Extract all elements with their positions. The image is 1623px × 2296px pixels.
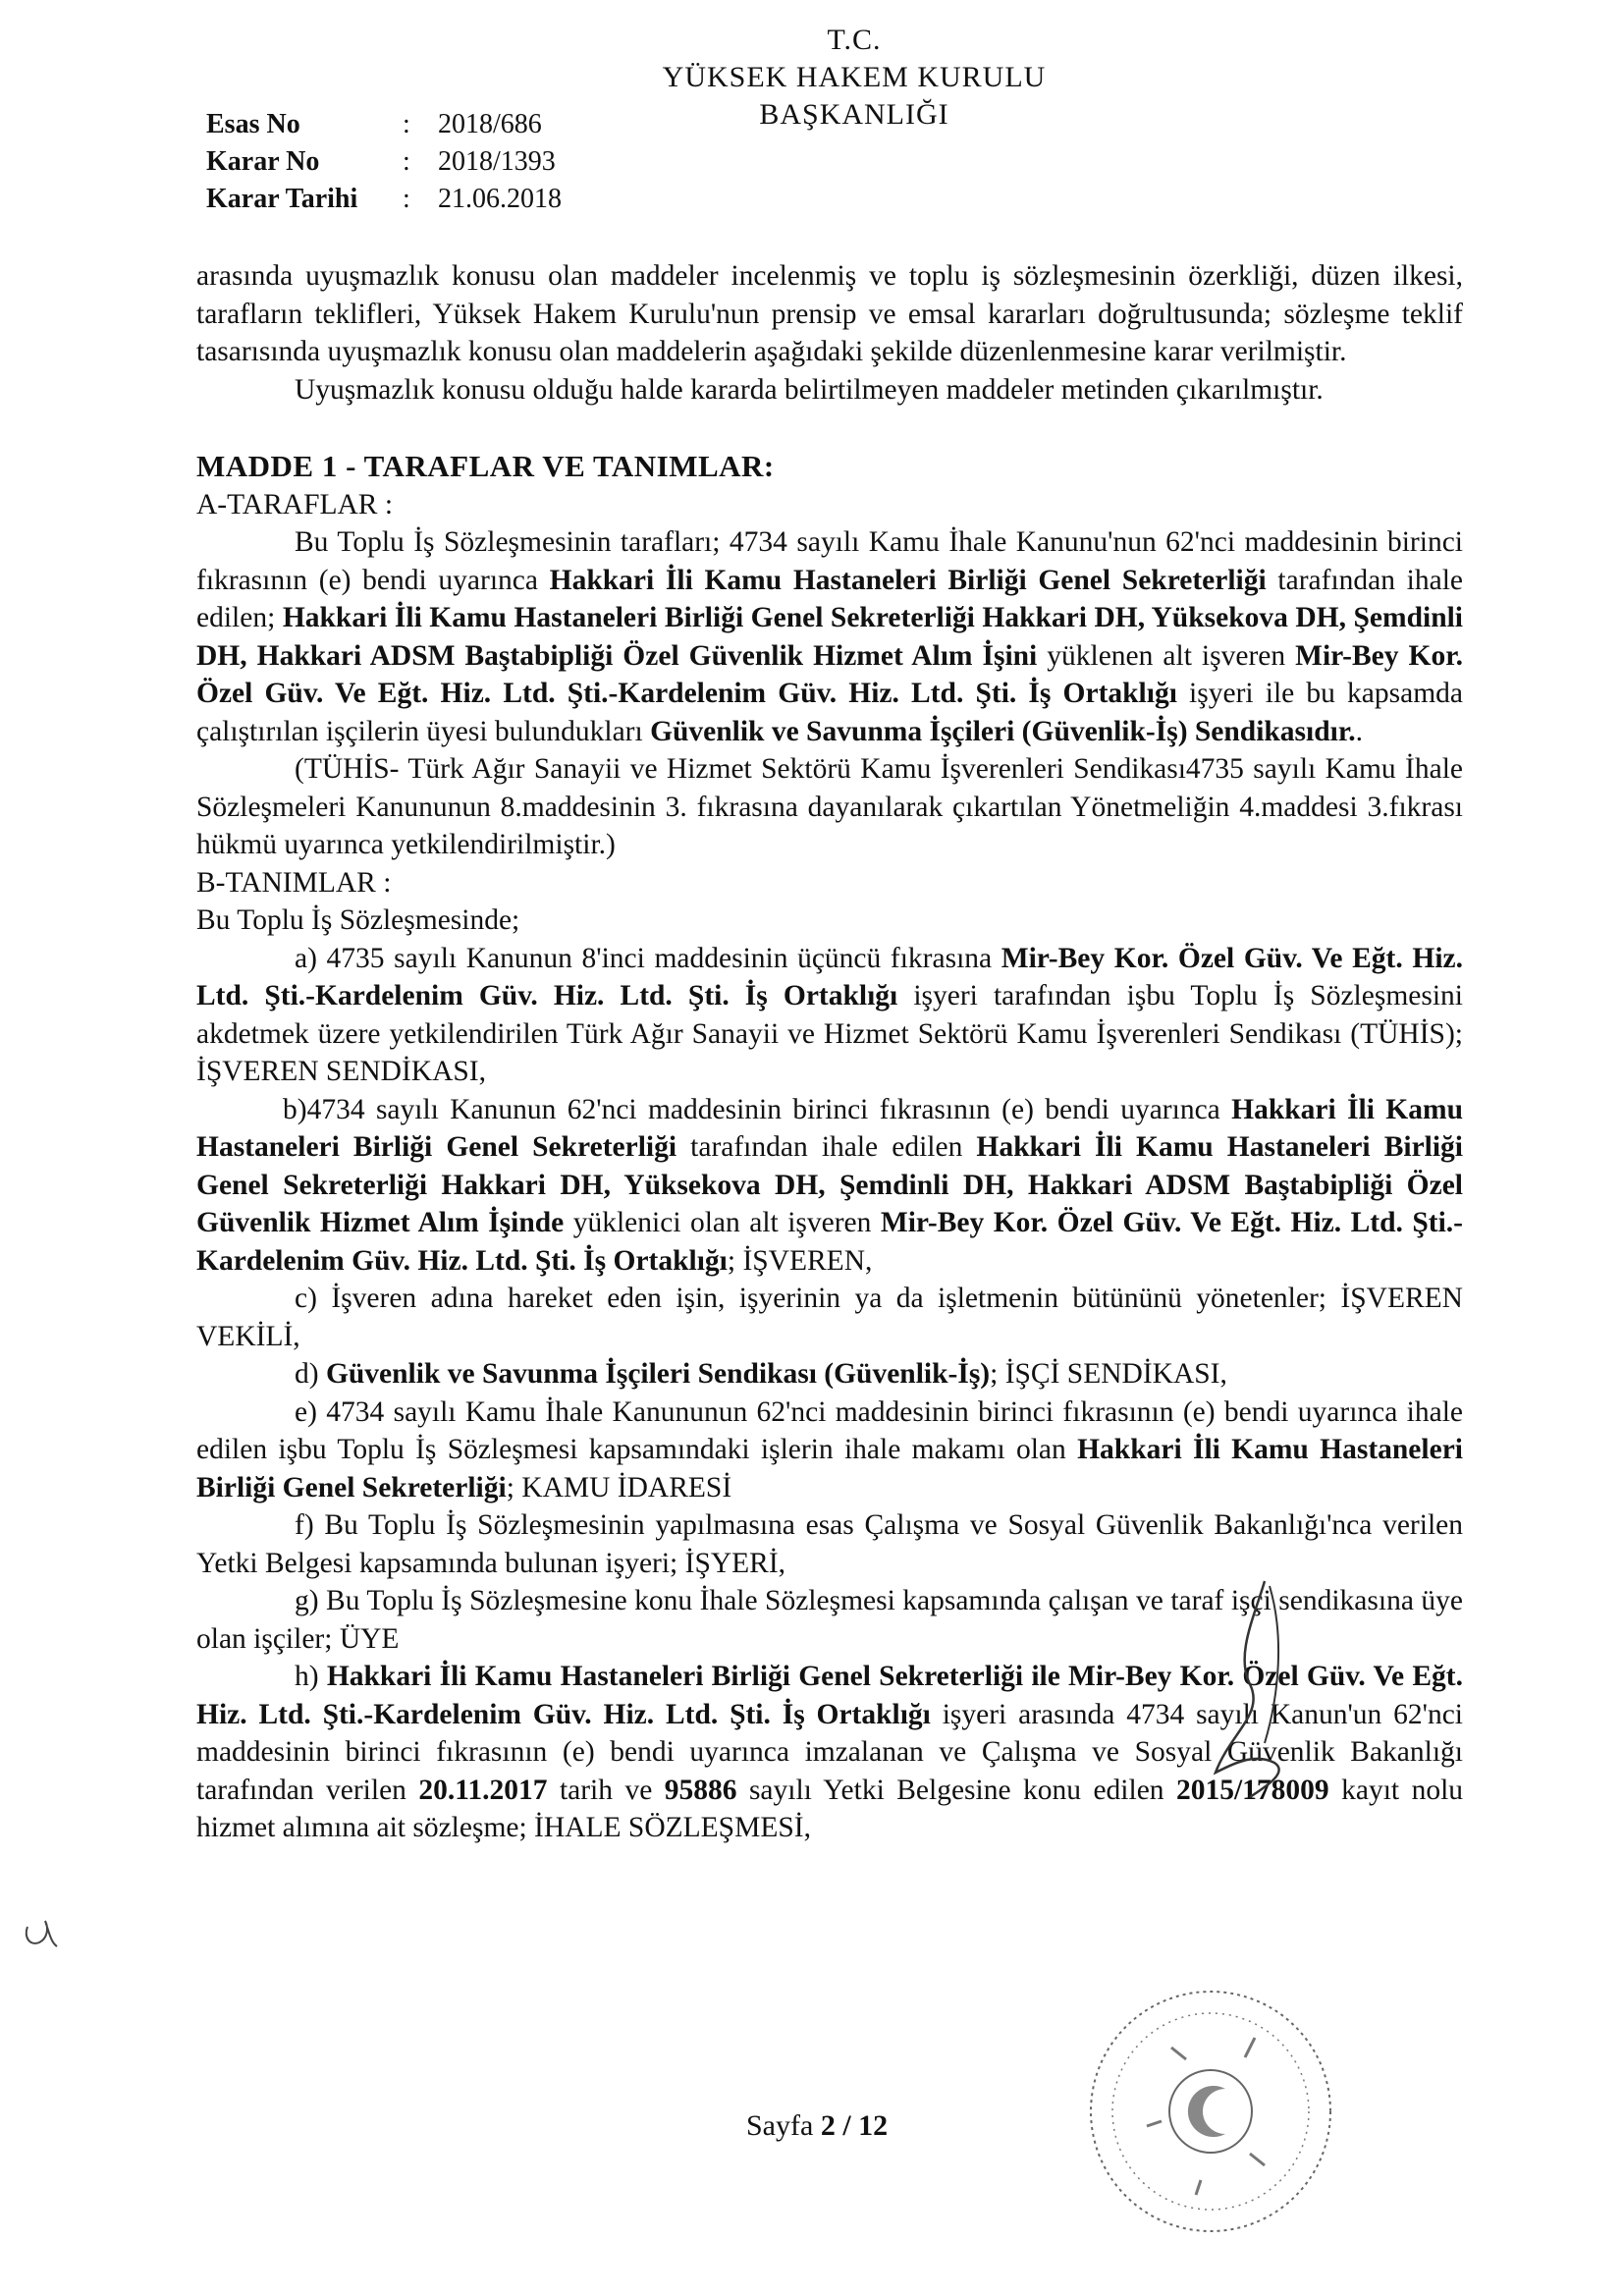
header-department: BAŞKANLIĞI <box>759 98 949 131</box>
bold-text: 20.11.2017 <box>418 1774 548 1806</box>
meta-colon: : <box>403 146 410 177</box>
meta-value: 2018/1393 <box>438 146 556 177</box>
tuhis-note: (TÜHİS- Türk Ağır Sanayii ve Hizmet Sektörü Kamu İşverenleri Sendikası4735 sayılı Kamu İhale Sözleşmeleri Kanununun 8.maddesinin 3. fıkrasına dayanılarak çıkartılan Yönetmeliğin 4.maddesi 3.fıkrası hükmü uyarınca yetkilendirilmiştir.) <box>196 753 1463 860</box>
case-meta <box>206 106 562 218</box>
intro-note: Uyuşmazlık konusu olduğu halde kararda belirtilmeyen maddeler metinden çıkarılmıştır. <box>295 373 1324 406</box>
definition-item: a) 4735 sayılı Kanunun 8'inci maddesinin üçüncü fıkrasına Mir-Bey Kor. Özel Güv. Ve Eğt. Hiz. Ltd. Şti.-Kardelenim Güv. Hiz. Ltd. Şti. İş Ortaklığı işyeri tarafından işbu Toplu İş Sözleşmesini akdetmek üzere yetkilendirilen Türk Ağır Sanayii ve Hizmet Sektörü Kamu İşverenleri Sendikası (TÜHİS); İŞVEREN SENDİKASI, <box>196 942 1463 1087</box>
meta-value: 2018/686 <box>438 109 542 139</box>
parties-paragraph: Bu Toplu İş Sözleşmesinin tarafları; 4734 sayılı Kamu İhale Kanunu'nun 62'nci maddesinin birinci fıkrasının (e) bendi uyarınca Hakkari İli Kamu Hastaneleri Birliği Genel Sekreterliği tarafından ihale edilen; Hakkari İli Kamu Hastaneleri Birliği Genel Sekreterliği Hakkari DH, Yüksekova DH, Şemdinli DH, Hakkari ADSM Baştabipliği Özel Güvenlik Hizmet Alım İşini yüklenen alt işveren Mir-Bey Kor. Özel Güv. Ve Eğt. Hiz. Ltd. Şti.-Kardelenim Güv. Hiz. Ltd. Şti. İş Ortaklığı işyeri ile bu kapsamda çalıştırılan işçilerin üyesi bulundukları Güvenlik ve Savunma İşçileri (Güvenlik-İş) Sendikasıdır.. <box>196 526 1464 747</box>
bold-text: Güvenlik ve Savunma İşçileri Sendikası (Güvenlik-İş) <box>325 1358 991 1390</box>
definition-item: c) İşveren adına hareket eden işin, işyerinin ya da işletmenin bütününü yönetenler; İŞVEREN VEKİLİ, <box>196 1283 1463 1352</box>
definition-item: h) Hakkari İli Kamu Hastaneleri Birliği Genel Sekreterliği ile Mir-Bey Kor. Özel Güv. Ve Eğt. Hiz. Ltd. Şti.-Kardelenim Güv. Hiz. Ltd. Şti. İş Ortaklığı işyeri arasında 4734 sayılı Kanun'un 62'nci maddesinin birinci fıkrasının (e) bendi uyarınca imzalanan ve Çalışma ve Sosyal Güvenlik Bakanlığı tarafından verilen 20.11.2017 tarih ve 95886 sayılı Yetki Belgesine konu edilen 2015/178009 kayıt nolu hizmet alımına ait sözleşme; İHALE SÖZLEŞMESİ, <box>196 1661 1464 1843</box>
meta-label: Esas No <box>206 109 300 139</box>
bold-text: 95886 <box>664 1774 737 1806</box>
definition-item: b)4734 sayılı Kanunun 62'nci maddesinin birinci fıkrasının (e) bendi uyarınca Hakkari İli Kamu Hastaneleri Birliği Genel Sekreterliği tarafından ihale edilen Hakkari İli Kamu Hastaneleri Birliği Genel Sekreterliği Hakkari DH, Yüksekova DH, Şemdinli DH, Hakkari ADSM Baştabipliği Özel Güvenlik Hizmet Alım İşinde yüklenici olan alt işveren Mir-Bey Kor. Özel Güv. Ve Eğt. Hiz. Ltd. Şti.-Kardelenim Güv. Hiz. Ltd. Şti. İş Ortaklığı; İŞVEREN, <box>196 1093 1464 1277</box>
meta-colon: : <box>403 109 410 139</box>
official-seal-stamp <box>1078 1979 1343 2244</box>
page-footer <box>746 2109 888 2143</box>
meta-row-esas <box>206 106 562 143</box>
document-header <box>628 22 1080 134</box>
section-b-title: B-TANIMLAR : <box>196 866 392 899</box>
meta-label: Karar No <box>206 146 320 177</box>
meta-row-tarih <box>206 181 562 218</box>
intro-paragraph: arasında uyuşmazlık konusu olan maddeler incelenmiş ve toplu iş sözleşmesinin özerkliği, düzen ilkesi, tarafların teklifleri, Yüksek Hakem Kurulu'nun prensip ve emsal kararları doğrultusunda; sözleşme teklif tasarısında uyuşmazlık konusu olan maddelerin aşağıdaki şekilde düzenlenmesine karar verilmiştir. <box>196 260 1463 367</box>
bold-text: Hakkari İli Kamu Hastaneleri Birliği Genel Sekreterliği ile Mir-Bey Kor. Özel Güv. Ve Eğt. Hiz. Ltd. Şti.-Kardelenim Güv. Hiz. Ltd. Şti. İş Ortaklığı <box>196 1661 1463 1730</box>
bold-text: Güvenlik ve Savunma İşçileri (Güvenlik-İş) Sendikasıdır. <box>650 715 1356 747</box>
bold-text: 2015/178009 <box>1175 1774 1329 1806</box>
bold-text: Hakkari İli Kamu Hastaneleri Birliği Genel Sekreterliği Hakkari DH, Yüksekova DH, Şemdinli DH, Hakkari ADSM Baştabipliği Özel Güvenlik Hizmet Alım İşini <box>196 602 1464 672</box>
bold-text: Hakkari İli Kamu Hastaneleri Birliği Genel Sekreterliği <box>196 1093 1463 1163</box>
section-a-title: A-TARAFLAR : <box>196 488 394 520</box>
margin-initial-mark <box>20 1913 61 1954</box>
definition-item: d) Güvenlik ve Savunma İşçileri Sendikası (Güvenlik-İş); İŞÇİ SENDİKASI, <box>295 1358 1227 1390</box>
page-number: 2 / 12 <box>820 2109 889 2142</box>
meta-value: 21.06.2018 <box>438 184 562 214</box>
bold-text: Hakkari İli Kamu Hastaneleri Birliği Genel Sekreterliği <box>196 1434 1463 1503</box>
article-title: MADDE 1 - TARAFLAR VE TANIMLAR: <box>196 449 775 483</box>
definition-item: g) Bu Toplu İş Sözleşmesine konu İhale Sözleşmesi kapsamında çalışan ve taraf işçi sendikasına üye olan işçiler; ÜYE <box>196 1585 1463 1655</box>
meta-row-karar <box>206 143 562 181</box>
definition-item: f) Bu Toplu İş Sözleşmesinin yapılmasına esas Çalışma ve Sosyal Güvenlik Bakanlığı'nca verilen Yetki Belgesi kapsamında bulunan işyeri; İŞYERİ, <box>196 1509 1463 1579</box>
page-label: Sayfa <box>746 2109 814 2142</box>
bold-text: Mir-Bey Kor. Özel Güv. Ve Eğt. Hiz. Ltd. Şti.-Kardelenim Güv. Hiz. Ltd. Şti. İş Ortaklığı <box>196 942 1463 1011</box>
header-institution: YÜKSEK HAKEM KURULU <box>662 61 1047 93</box>
header-country: T.C. <box>827 24 882 56</box>
bold-text: Mir-Bey Kor. Özel Güv. Ve Eğt. Hiz. Ltd. Şti.-Kardelenim Güv. Hiz. Ltd. Şti. İş Ortaklığı <box>196 1207 1463 1277</box>
bold-text: Hakkari İli Kamu Hastaneleri Birliği Genel Sekreterliği Hakkari DH, Yüksekova DH, Şemdinli DH, Hakkari ADSM Baştabipliği Özel Güvenlik Hizmet Alım İşinde <box>196 1131 1464 1238</box>
bold-text: Mir-Bey Kor. Özel Güv. Ve Eğt. Hiz. Ltd. Şti.-Kardelenim Güv. Hiz. Ltd. Şti. İş Ortaklığı <box>196 639 1463 709</box>
definitions-intro: Bu Toplu İş Sözleşmesinde; <box>196 904 520 936</box>
handwritten-signature <box>1196 1576 1324 1807</box>
meta-colon: : <box>403 184 410 214</box>
bold-text: Hakkari İli Kamu Hastaneleri Birliği Genel Sekreterliği <box>549 564 1267 596</box>
definition-item: e) 4734 sayılı Kamu İhale Kanununun 62'nci maddesinin birinci fıkrasının (e) bendi uyarınca ihale edilen işbu Toplu İş Sözleşmesi kapsamındaki işlerin ihale makamı olan Hakkari İli Kamu Hastaneleri Birliği Genel Sekreterliği; KAMU İDARESİ <box>196 1395 1463 1503</box>
meta-label: Karar Tarihi <box>206 184 358 214</box>
